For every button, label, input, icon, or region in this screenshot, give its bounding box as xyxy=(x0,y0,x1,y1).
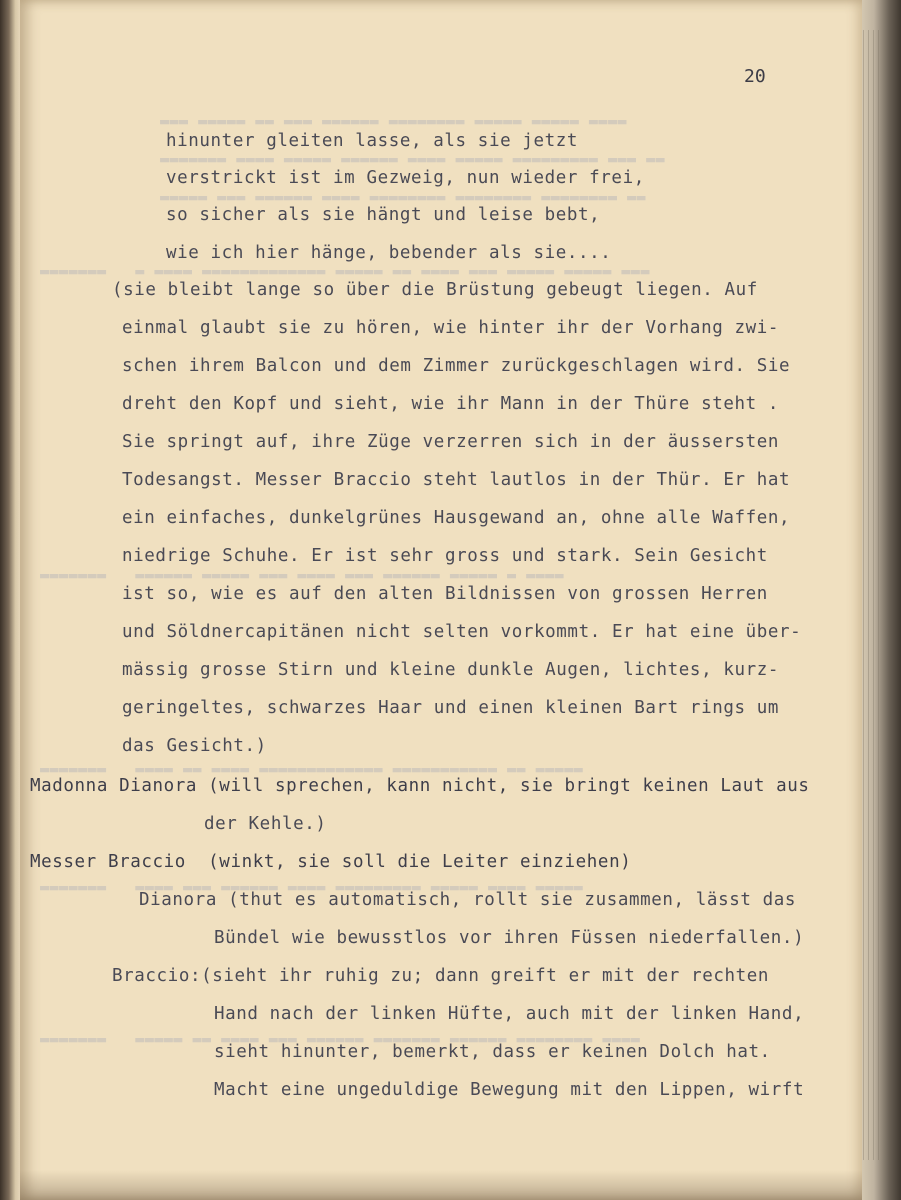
text-line: so sicher als sie hängt und leise bebt, xyxy=(166,205,601,225)
stage-direction-line: (sie bleibt lange so über die Brüstung gebeugt liegen. Auf xyxy=(112,280,758,300)
stage-direction-line: mässig grosse Stirn und kleine dunkle Augen, lichtes, kurz- xyxy=(122,660,780,680)
dialogue-line-braccio: Braccio:(sieht ihr ruhig zu; dann greift er mit der rechten xyxy=(112,966,770,986)
bleed-through-line: ▬▬▬▬▬▬▬ ▬▬▬▬ ▬▬▬▬▬ ▬▬▬▬▬▬ ▬▬▬▬ ▬▬▬▬▬ ▬▬▬▬▬▬▬▬▬ ▬▬▬ ▬▬ xyxy=(160,150,666,168)
bleed-through-line: ▬▬▬▬▬▬▬ ▬▬▬▬ ▬▬▬ ▬▬▬▬▬▬ ▬▬▬▬ ▬▬▬▬▬▬▬▬▬ ▬▬▬▬▬ ▬▬▬▬ ▬▬▬▬▬ xyxy=(40,878,584,896)
book-binding-edge xyxy=(0,0,22,1200)
bleed-through-line: ▬▬▬▬▬▬▬ ▬▬▬▬ ▬▬ ▬▬▬▬ ▬▬▬▬▬▬▬▬▬▬▬▬▬ ▬▬▬▬▬▬▬▬▬▬▬ ▬▬ ▬▬▬▬▬ xyxy=(40,760,584,778)
dialogue-continuation: Bündel wie bewusstlos vor ihren Füssen niederfallen.) xyxy=(214,928,805,948)
dialogue-continuation: Macht eine ungeduldige Bewegung mit den Lippen, wirft xyxy=(214,1080,805,1100)
bleed-through-line: ▬▬▬ ▬▬▬▬▬ ▬▬ ▬▬▬ ▬▬▬▬▬▬ ▬▬▬▬▬▬▬▬ ▬▬▬▬▬ ▬▬▬▬▬ ▬▬▬▬ xyxy=(160,112,628,130)
bleed-through-line: ▬▬▬▬▬▬▬ ▬ ▬▬▬▬ ▬▬▬▬▬▬▬▬▬▬▬▬▬ ▬▬▬▬▬ ▬▬ ▬▬▬▬ ▬▬▬ ▬▬▬▬▬ ▬▬▬▬▬ ▬▬▬ xyxy=(40,262,650,280)
dialogue-line-dianora: Madonna Dianora (will sprechen, kann nicht, sie bringt keinen Laut aus xyxy=(30,776,810,796)
stage-direction-line: niedrige Schuhe. Er ist sehr gross und stark. Sein Gesicht xyxy=(122,546,768,566)
text-line: hinunter gleiten lasse, als sie jetzt xyxy=(166,131,579,151)
dialogue-line-braccio: Messer Braccio (winkt, sie soll die Leiter einziehen) xyxy=(30,852,632,872)
dialogue-continuation: sieht hinunter, bemerkt, dass er keinen Dolch hat. xyxy=(214,1042,771,1062)
bleed-through-line: ▬▬▬▬▬▬▬ ▬▬▬▬▬ ▬▬ ▬▬▬▬ ▬▬▬ ▬▬▬▬▬▬ ▬▬▬▬▬▬▬ ▬▬▬▬▬▬ ▬▬▬▬▬▬▬▬ ▬▬▬▬ xyxy=(40,1030,641,1048)
bleed-through-line: ▬▬▬▬▬ ▬▬▬ ▬▬▬▬▬▬ ▬▬▬▬ ▬▬▬▬▬▬▬▬ ▬▬▬▬▬▬▬▬ ▬▬▬▬▬▬▬▬ ▬▬ xyxy=(160,188,647,206)
stage-direction-line: ist so, wie es auf den alten Bildnissen von grossen Herren xyxy=(122,584,768,604)
stage-direction-line: schen ihrem Balcon und dem Zimmer zurückgeschlagen wird. Sie xyxy=(122,356,791,376)
stage-direction-line: Sie springt auf, ihre Züge verzerren sich in der äussersten xyxy=(122,432,780,452)
dialogue-line-dianora: Dianora (thut es automatisch, rollt sie zusammen, lässt das xyxy=(139,890,797,910)
stage-direction-line: geringeltes, schwarzes Haar und einen kleinen Bart rings um xyxy=(122,698,780,718)
page-shadow xyxy=(20,1170,862,1200)
stage-direction-line: das Gesicht.) xyxy=(122,736,267,756)
stage-direction-line: einmal glaubt sie zu hören, wie hinter ihr der Vorhang zwi- xyxy=(122,318,780,338)
bleed-through-line: ▬▬▬▬▬▬▬ ▬▬▬▬▬▬ ▬▬▬▬▬ ▬▬▬ ▬▬▬▬ ▬▬▬ ▬▬▬▬▬▬ ▬▬▬▬▬ ▬ ▬▬▬▬ xyxy=(40,566,565,584)
page-number: 20 xyxy=(744,66,766,87)
stage-direction-line: ein einfaches, dunkelgrünes Hausgewand an, ohne alle Waffen, xyxy=(122,508,791,528)
stage-direction-line: und Söldnercapitänen nicht selten vorkommt. Er hat eine über- xyxy=(122,622,802,642)
text-line: wie ich hier hänge, bebender als sie.... xyxy=(166,243,612,263)
dialogue-continuation: der Kehle.) xyxy=(204,814,327,834)
dialogue-continuation: Hand nach der linken Hüfte, auch mit der linken Hand, xyxy=(214,1004,805,1024)
stage-direction-line: Todesangst. Messer Braccio steht lautlos in der Thür. Er hat xyxy=(122,470,791,490)
text-line: verstrickt ist im Gezweig, nun wieder frei, xyxy=(166,168,645,188)
stage-direction-line: dreht den Kopf und sieht, wie ihr Mann in der Thüre steht . xyxy=(122,394,780,414)
